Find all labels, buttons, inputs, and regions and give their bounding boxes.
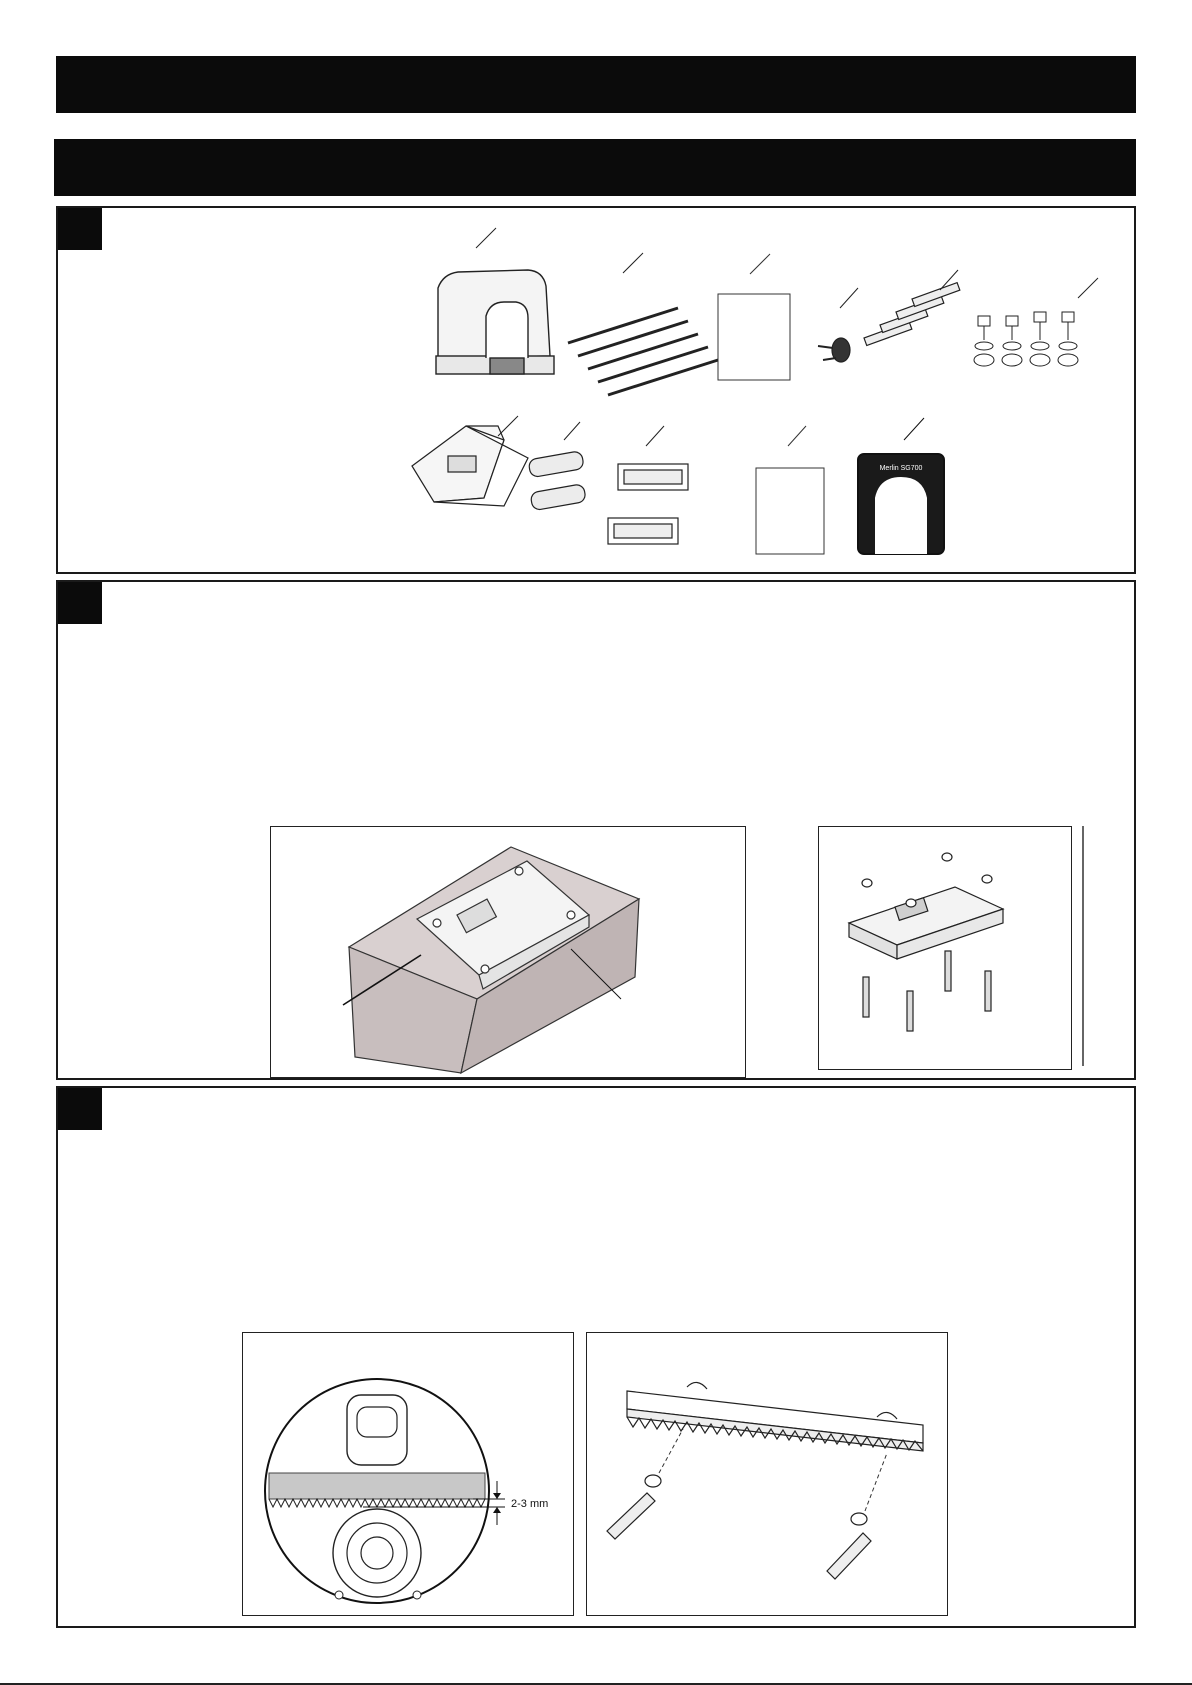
section-base-plate [56, 580, 1136, 1080]
keys-icon [818, 288, 858, 362]
concrete-base-illustration [271, 827, 745, 1077]
section-heading-bar [54, 139, 1136, 196]
section-number-tab [58, 1088, 102, 1130]
instruction-sheet-icon [756, 426, 824, 554]
gate-motor-icon [436, 228, 554, 374]
title-bar [56, 56, 1136, 113]
gear-clearance-figure [242, 1332, 574, 1616]
cover-label: Merlin SG700 [879, 465, 923, 472]
section-components [56, 206, 1136, 574]
base-plate-icon [412, 416, 528, 506]
gear-rack-icon [568, 253, 718, 395]
rack-mounting-figure [586, 1332, 948, 1616]
section-gear-rack [56, 1086, 1136, 1628]
base-plate-bolts-figure [818, 826, 1072, 1070]
rack-mounting-illustration [587, 1333, 947, 1615]
base-plate-bolts-illustration [819, 827, 1071, 1069]
limit-brackets-icon [608, 426, 688, 544]
components-illustration [58, 208, 1134, 572]
concrete-base-figure [270, 826, 746, 1078]
motor-cover-icon [858, 418, 944, 554]
remote-controls-icon [528, 422, 586, 511]
manual-icon [718, 254, 790, 380]
section-number-tab [58, 208, 102, 250]
section-number-tab [58, 582, 102, 624]
dimension-line [1082, 826, 1084, 1066]
gap-label: 2-3 mm [511, 1498, 549, 1510]
nuts-washers-icon [974, 278, 1098, 366]
gear-clearance-illustration [243, 1333, 573, 1615]
anchor-bolts-icon [864, 270, 960, 346]
